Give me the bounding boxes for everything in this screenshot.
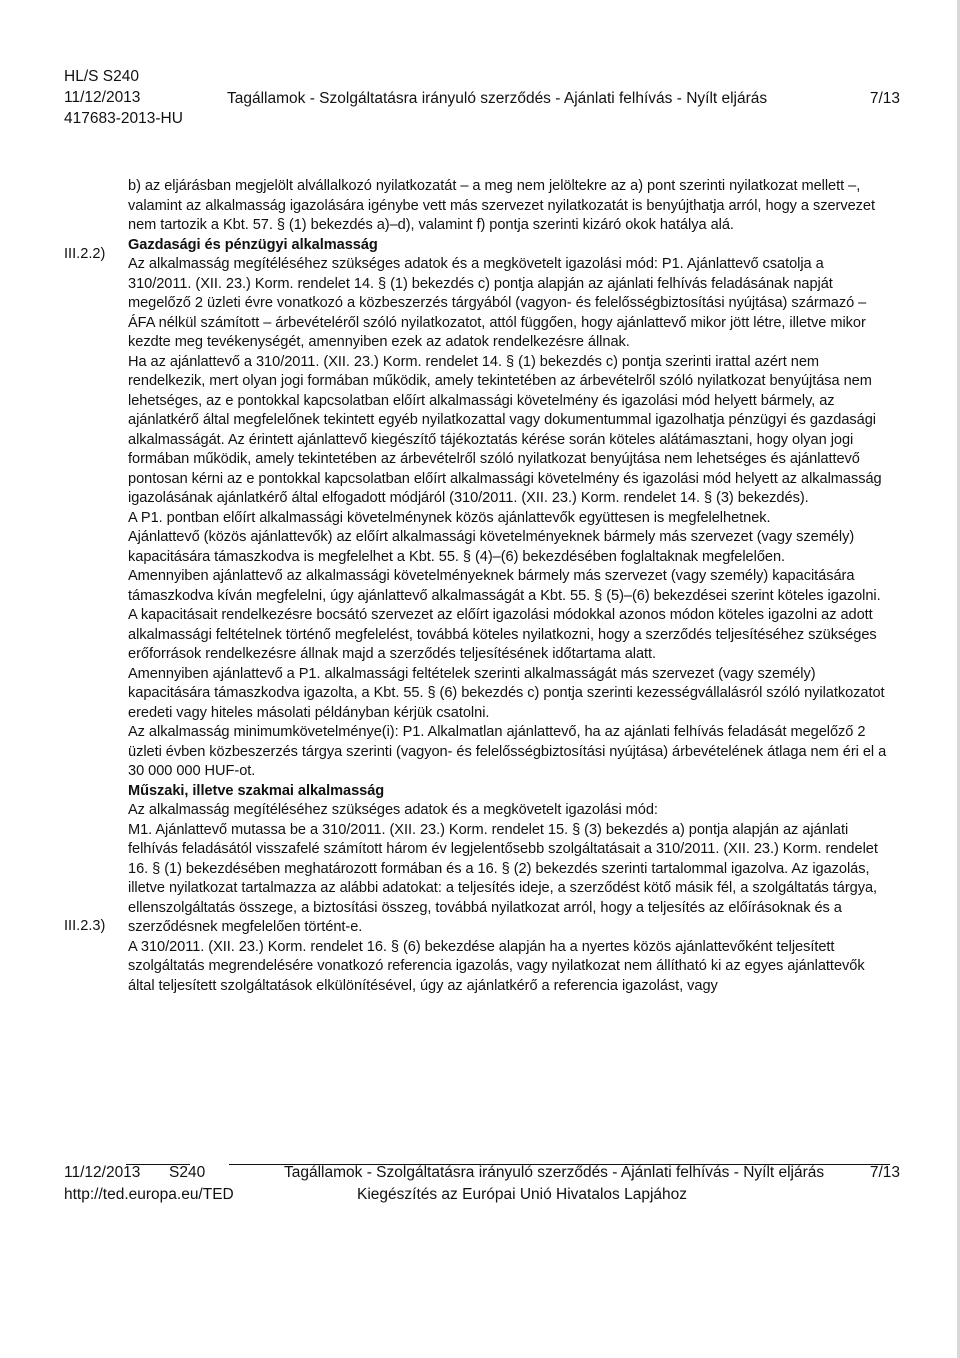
paragraph: Az alkalmasság megítéléséhez szükséges adatok és a megkövetelt igazolási mód: P1. Ajánlattevő csatolja a 310/2011. (XII. 23.) Korm. rendelet 14. § (1) bekezdés c) pontja alapján az ajánlati felhívás feladásának napját megelőző 2 üzleti évre vonatkozó a közbeszerzés tárgyából (vagyon- és felelősségbiztosítási nyújtása) származó – ÁFA nélkül számított – árbevételéről szóló nyilatkozatot, attól függően, hogy ajánlattevő mikor jött létre, illetve mikor kezdte meg tevékenységét, amennyiben ezek az adatok rendelkezésre állnak. — [128, 256, 867, 350]
section-heading: Gazdasági és pénzügyi alkalmasság — [128, 236, 378, 253]
paragraph: Ajánlattevő (közös ajánlattevők) az előírt alkalmassági követelményeknek bármely más szervezet (vagy személy) kapacitására támaszkodva is megfelelhet a Kbt. 55. § (4)–(6) bekezdésében foglaltaknak megfelelően. — [128, 529, 855, 565]
footer-page-number: 7/13 — [869, 1164, 900, 1181]
paragraph: A P1. pontban előírt alkalmassági követelménynek közös ajánlattevők együttesen is megfelelhetnek. — [128, 509, 771, 526]
paragraph: A kapacitásait rendelkezésre bocsátó szervezet az előírt igazolási módokkal azonos módon köteles igazolni az adott alkalmassági feltételnek történő megfelelést, továbbá köteles nyilatkozni, hogy a szerződés teljesítéséhez szükséges erőforrások rendelkezésre állnak majd a szerződés teljesítésének időtartama alatt. — [128, 607, 877, 662]
paragraph: Az alkalmasság megítéléséhez szükséges adatok és a megkövetelt igazolási mód: — [128, 802, 658, 818]
footer-series: S240 — [169, 1164, 206, 1181]
header-title: Tagállamok - Szolgáltatásra irányuló szerződés - Ajánlati felhívás - Nyílt eljárás — [227, 90, 768, 107]
footer-subtitle: Kiegészítés az Európai Unió Hivatalos Lapjához — [357, 1186, 687, 1203]
paragraph: Ha az ajánlattevő a 310/2011. (XII. 23.) Korm. rendelet 14. § (1) bekezdés c) pontja szerinti irattal azért nem rendelkezik, mert olyan jogi formában működik, amely tekintetében az árbevételről szóló nyilatkozat benyújtása nem lehetséges, az e pontokkal kapcsolatban előírt alkalmassági követelmény és igazolási mód helyett bármely, az ajánlatkérő által megfelelőnek tekintett egyéb nyilatkozattal vagy dokumentummal igazolhatja pénzügyi és gazdasági alkalmasságát. Az érintett ajánlattevő kiegészítő tájékoztatás kérése során köteles alátámasztani, hogy olyan jogi formában működik, amely tekintetében az árbevételről szóló nyilatkozat benyújtása nem lehetséges és ajánlattevő pontosan kérni az e pontokkal kapcsolatban előírt alkalmassági követelmény és igazolási mód helyett az alkalmasság igazolásának ajánlatkérő által elfogadott módjáról (310/2011. (XII. 23.) Korm. rendelet 14. § (3) bekezdés). — [128, 353, 882, 506]
paragraph: M1. Ajánlattevő mutassa be a 310/2011. (XII. 23.) Korm. rendelet 15. § (3) bekezdés a) pontja alapján az ajánlati felhívás feladásától visszafelé számított három év legjelentősebb szolgáltatásait a 310/2011. (XII. 23.) Korm. rendelet 16. § (1) bekezdésében meghatározott formában és a 16. § (2) bekezdés szerinti tartalommal igazolva. Az igazolás, illetve nyilatkozat tartalmazza az alábbi adatokat: a teljesítés ideje, a szerződést kötő másik fél, a szolgáltatás tárgya, ellenszolgáltatás összege, a biztosítási összeg, továbbá nyilatkozat arról, hogy a teljesítés az előírásoknak és a szerződésnek megfelelően történt-e. — [128, 821, 878, 935]
paragraph: Amennyiben ajánlattevő a P1. alkalmassági feltételek szerinti alkalmasságát más szervezet (vagy személy) kapacitására támaszkodva igazolta, a Kbt. 55. § (6) bekezdés c) pontja szerinti kezességvállalásról szóló nyilatkozatot eredeti vagy hiteles másolati példányban kérjük csatolni. — [128, 665, 885, 721]
paragraph: A 310/2011. (XII. 23.) Korm. rendelet 16. § (6) bekezdése alapján ha a nyertes közös ajánlattevőként teljesített szolgáltatás megrendelésére vonatkozó referencia igazolás, vagy nyilatkozat nem állítható ki az egyes ajánlattevők által teljesített szolgáltatások elkülönítésével, úgy az ajánlatkérő a referencia igazolást, vagy — [128, 938, 865, 994]
section-heading: Műszaki, illetve szakmai alkalmasság — [128, 782, 385, 799]
footer-date: 11/12/2013 — [64, 1164, 141, 1181]
notice-number: 417683-2013-HU — [64, 110, 183, 127]
footer-url-link[interactable]: http://ted.europa.eu/TED — [64, 1186, 234, 1203]
document-body — [128, 177, 888, 996]
header-left — [64, 66, 183, 129]
section-number: III.2.2) — [64, 246, 106, 262]
header-page-number: 7/13 — [869, 90, 900, 107]
footer-title: Tagállamok - Szolgáltatásra irányuló szerződés - Ajánlati felhívás - Nyílt eljárás — [284, 1164, 825, 1181]
paragraph: Amennyiben ajánlattevő az alkalmassági követelményeknek bármely más szervezet (vagy személy) kapacitására támaszkodva kíván megfelelni, úgy ajánlattevő alkalmasságát a Kbt. 55. § (5)–(6) bekezdései szerint köteles igazolni. — [128, 568, 881, 604]
doc-id: HL/S S240 — [64, 68, 139, 85]
paragraph: Az alkalmasság minimumkövetelménye(i): P1. Alkalmatlan ajánlattevő, ha az ajánlati felhívás feladását megelőző 2 üzleti évben közbeszerzés tárgya szerinti (vagyon- és felelősségbiztosítási nyújtása) árbevételének átlaga nem éri el a 30 000 000 HUF-ot. — [128, 724, 887, 779]
header-date: 11/12/2013 — [64, 89, 141, 106]
section-number: III.2.3) — [64, 918, 106, 934]
intro-paragraph: b) az eljárásban megjelölt alvállalkozó nyilatkozatát – a meg nem jelöltekre az a) pont szerinti nyilatkozat mellett –, valamint az alkalmasság igazolására igénybe vett más szervezet nyilatkozatát is benyújthatja arról, hogy a szervezet nem tartozik a Kbt. 57. § (1) bekezdés a)–d), valamint f) pontja szerinti kizáró okok hatálya alá. — [128, 178, 875, 233]
